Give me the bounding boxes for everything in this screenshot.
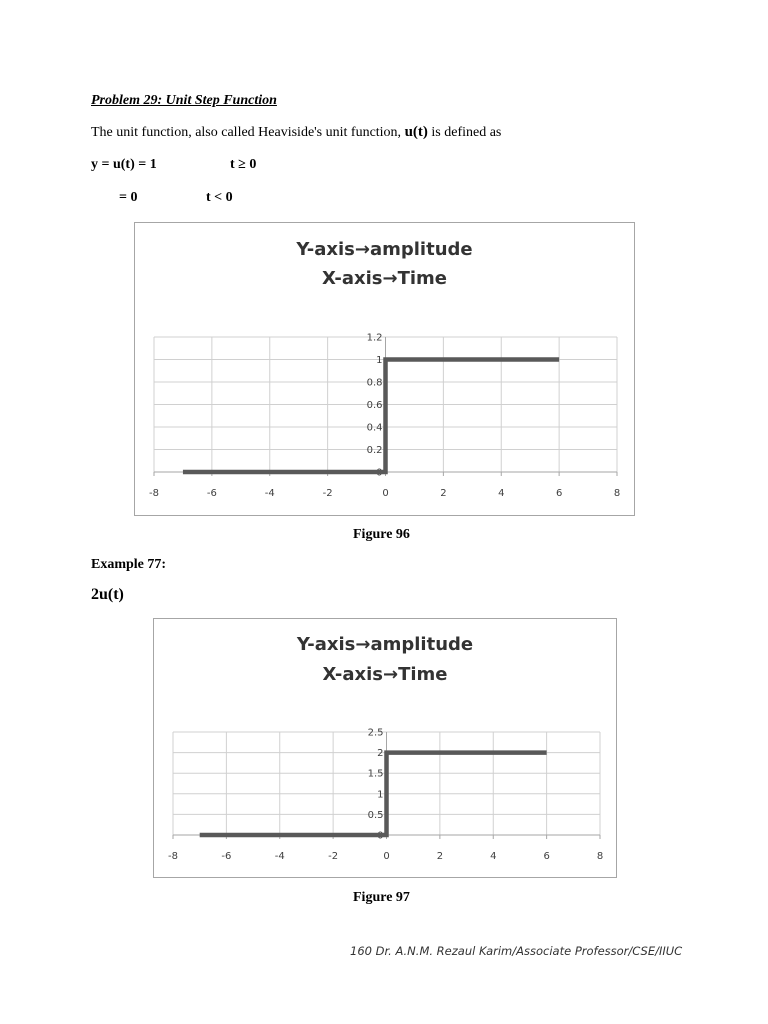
- x-tick-label: -6: [221, 851, 232, 862]
- example-expression: 2u(t): [91, 586, 124, 603]
- intro-text-after: is defined as: [431, 125, 502, 140]
- x-tick-label: -8: [168, 851, 178, 862]
- x-tick-label: 0: [382, 488, 389, 499]
- y-tick-label: 1: [376, 355, 383, 366]
- intro-sentence: [91, 124, 501, 141]
- equation-1-lhs: y = u(t) = 1: [91, 157, 157, 172]
- x-tick-label: 2: [440, 488, 447, 499]
- chart-figure-97: [153, 618, 617, 878]
- x-tick-label: 8: [613, 488, 621, 499]
- y-tick-label: 0.4: [366, 422, 383, 434]
- x-tick-label: 4: [490, 851, 497, 862]
- x-tick-label: -2: [328, 851, 339, 862]
- chart-title-line: X-axis→Time: [321, 268, 448, 289]
- y-tick-label: 2.5: [367, 727, 384, 739]
- y-tick-label: 1.2: [366, 332, 383, 344]
- y-tick-label: 1.5: [367, 768, 384, 780]
- y-tick-label: 2: [377, 748, 384, 760]
- intro-text-before: The unit function, also called Heaviside's unit function,: [91, 125, 402, 140]
- x-tick-label: 4: [498, 488, 505, 499]
- x-tick-label: 2: [436, 851, 444, 862]
- chart-title-line: X-axis→Time: [322, 664, 448, 685]
- y-tick-label: 0.2: [366, 445, 383, 456]
- y-tick-label: 1: [377, 789, 384, 801]
- chart-figure-96: [134, 222, 635, 516]
- x-tick-label: -2: [322, 488, 333, 499]
- equation-1-condition: t ≥ 0: [230, 157, 257, 172]
- x-tick-label: -6: [206, 488, 217, 499]
- chart-96-svg: [135, 223, 634, 515]
- x-tick-label: 6: [555, 488, 563, 499]
- intro-math: u(t): [404, 124, 428, 140]
- figure-97-caption: Figure 97: [353, 890, 410, 905]
- equation-2-condition: t < 0: [206, 190, 233, 205]
- x-tick-label: -4: [264, 488, 275, 499]
- y-tick-label: 0.6: [366, 400, 383, 411]
- chart-title-line: Y-axis→amplitude: [296, 634, 474, 655]
- chart-97-svg: [154, 619, 616, 877]
- x-tick-label: 6: [543, 851, 550, 862]
- example-label: Example 77:: [91, 557, 167, 572]
- chart-title-line: Y-axis→amplitude: [296, 239, 473, 260]
- x-tick-label: 0: [383, 851, 390, 862]
- y-tick-label: 0: [376, 467, 383, 479]
- figure-96-caption: Figure 96: [353, 527, 410, 542]
- y-tick-label: 0: [377, 830, 384, 842]
- y-tick-label: 0.5: [367, 809, 384, 821]
- x-tick-label: -8: [149, 488, 159, 499]
- equation-2-lhs: = 0: [119, 190, 138, 205]
- x-tick-label: -4: [274, 851, 285, 862]
- x-tick-label: 8: [596, 851, 604, 862]
- problem-heading: Problem 29: Unit Step Function: [91, 93, 277, 108]
- page-footer: 160 Dr. A.N.M. Rezaul Karim/Associate Professor/CSE/IIUC: [350, 944, 683, 958]
- y-tick-label: 0.8: [366, 377, 383, 389]
